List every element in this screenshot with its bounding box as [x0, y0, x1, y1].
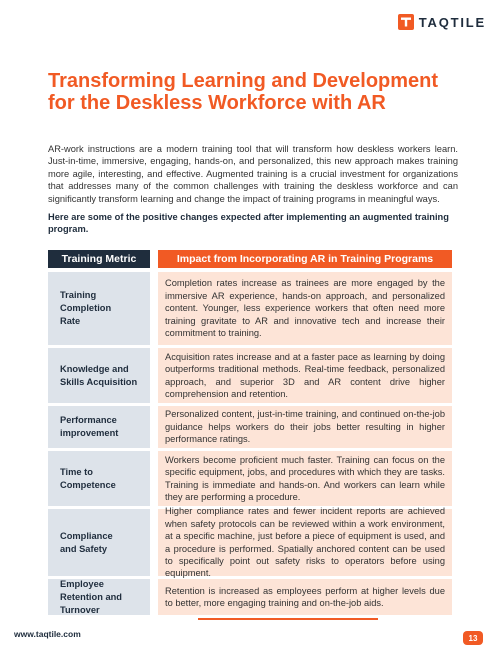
table-accent-line: [198, 618, 378, 620]
impact-cell: [158, 406, 452, 448]
metric-cell: [48, 509, 150, 576]
table-row: [48, 506, 452, 579]
metric-label: Time to Competence: [60, 466, 116, 490]
lead-paragraph: Here are some of the positive changes expected after implementing an augmented training program.: [48, 212, 449, 235]
metric-label: Employee Retention and Turnover: [60, 578, 122, 615]
impact-text: Workers become proficient much faster. Training can focus on the specific equipment, jobs, and procedures with which they are tasks. Training is immediate and hands-on. And workers can learn while they are performing a procedure.: [165, 454, 445, 502]
impact-cell: [158, 506, 452, 579]
table-row: [48, 451, 452, 506]
metric-cell: [48, 579, 150, 615]
impact-cell: [158, 451, 452, 506]
metric-label: Training Completion Rate: [60, 290, 112, 326]
header-impact: Impact from Incorporating AR in Training Programs: [158, 250, 452, 268]
impact-cell: [158, 579, 452, 615]
training-impact-table: [48, 250, 452, 620]
impact-text: Acquisition rates increase and at a faster pace as learning by doing outperforms traditional methods. Real-time feedback, personalized approach, and superior 3D and AR content drive higher comprehension and retention.: [165, 351, 445, 399]
page-number: 13: [463, 631, 483, 645]
impact-cell: [158, 348, 452, 403]
metric-label: Performance improvement: [60, 415, 119, 438]
impact-text: Retention is increased as employees perform at higher levels due to better, more engaging training and on-the-job aids.: [165, 585, 445, 608]
page-title: Transforming Learning and Development for the Deskless Workforce with AR: [48, 70, 439, 114]
metric-label: Knowledge and Skills Acquisition: [60, 363, 138, 387]
brand-logo: [398, 14, 486, 30]
metric-cell: [48, 348, 150, 403]
table-header: [48, 250, 452, 268]
table-row: [48, 348, 452, 403]
impact-text: Completion rates increase as trainees are more engaged by the immersive AR experience, hands-on approach, and personalized content. Younger, less experience workers that often need more training gravitate to AR and innovative tech and increase their commitment to training.: [165, 278, 445, 339]
footer-url: www.taqtile.com: [14, 629, 81, 639]
intro-paragraph: AR-work instructions are a modern training tool that will transform how deskless workers learn. Just-in-time, immersive, engaging, hands-on, and personalized, this new approach makes training more agile, interesting, and effective. Augmented training is a crucial investment for organizations that addresses many of the common challenges with training the deskless workforce and can significantly transform learning and change the impact of training programs in meaningful ways.: [48, 144, 458, 204]
header-training-metric: Training Metric: [48, 250, 150, 268]
metric-cell: [48, 406, 150, 448]
metric-label: Compliance and Safety: [60, 530, 113, 554]
table-row: [48, 406, 452, 448]
metric-cell: [48, 272, 150, 345]
taqtile-logo-icon: [398, 14, 414, 30]
impact-cell: [158, 272, 452, 345]
metric-cell: [48, 451, 150, 506]
brand-name: TAQTILE: [418, 14, 486, 30]
table-row: [48, 579, 452, 615]
impact-text: Higher compliance rates and fewer incident reports are achieved when safety protocols can be reviewed within a work environment, at a specific machine, just before a piece of equipment is used, and a procedure is performed. Spatially anchored content can be used to specifically point out safety risks to operators before using equipment.: [165, 506, 445, 579]
impact-text: Personalized content, just-in-time training, and continued on-the-job guidance helps workers do their jobs better resulting in higher performance ratings.: [165, 409, 445, 445]
table-row: [48, 272, 452, 345]
